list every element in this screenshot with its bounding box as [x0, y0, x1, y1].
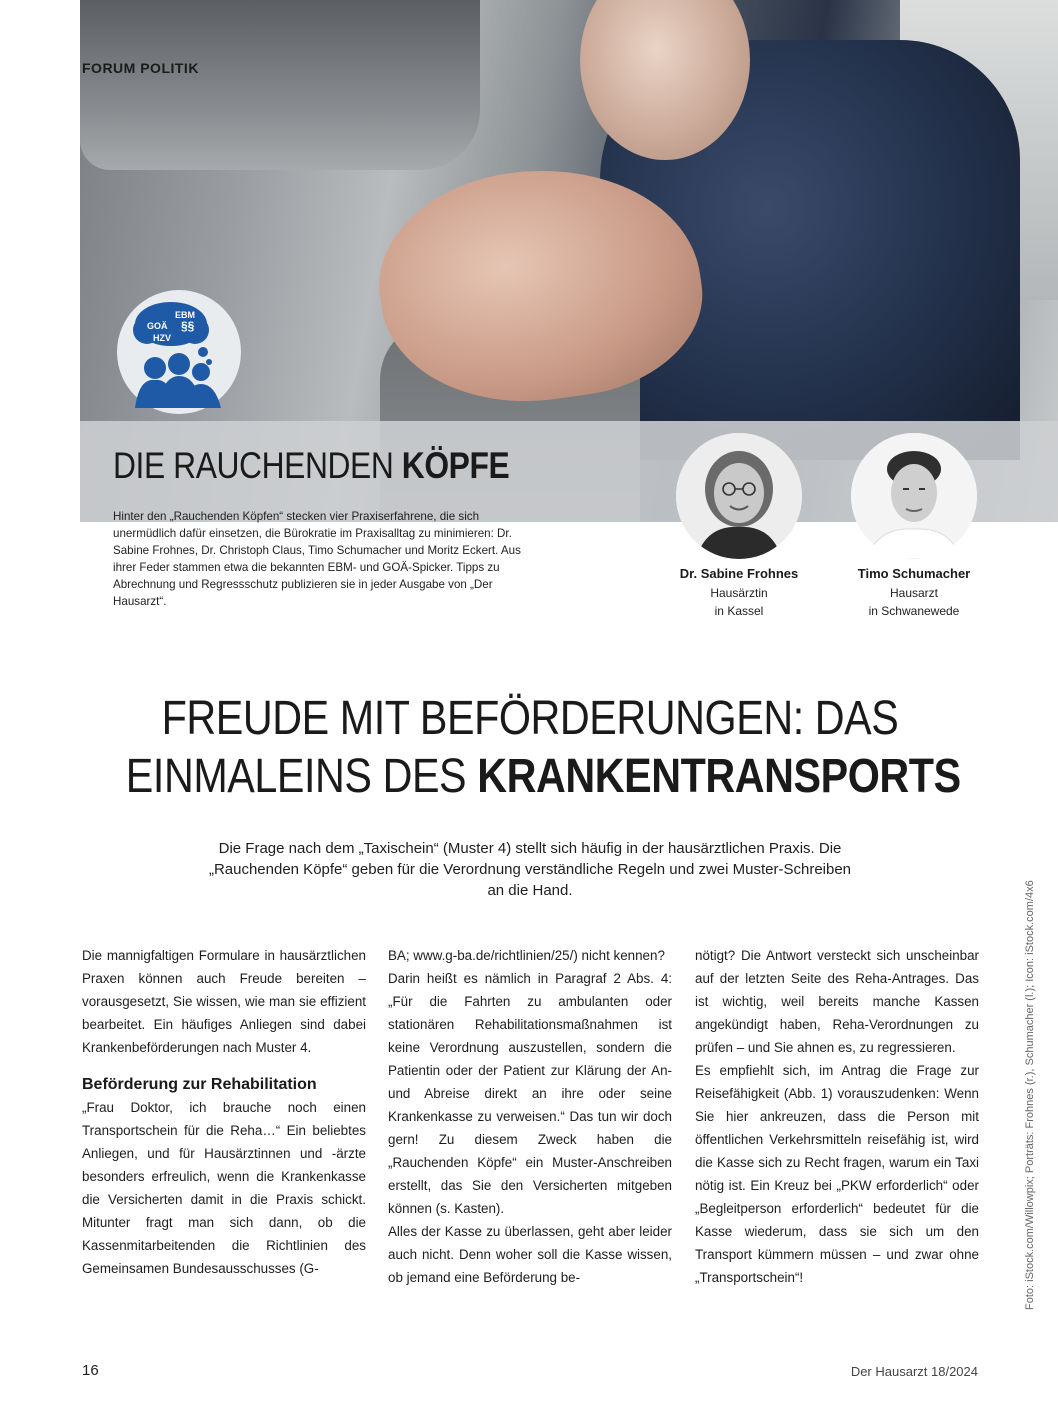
author-role: Hausarzt in Schwanewede: [868, 586, 960, 618]
photo-credit: Foto: iStock.com/Willowpix; Porträts: Frohnes (r.), Schumacher (l.); Icon: iStock.com/4x6: [1024, 880, 1036, 1310]
paragraph: nötigt? Die Antwort versteckt sich unscheinbar auf der letzten Seite des Reha-Antrages. Das ist wichtig, weil bereits manche Kassen angekündigt haben, Reha-Verordnungen zu prüfen – und Sie ahnen es, zu regressieren.: [695, 948, 979, 1055]
paragraph: Es empfiehlt sich, im Antrag die Frage zur Reisefähigkeit (Abb. 1) vorauszudenken: Wenn Sie hier ankreuzen, dass die Person mit öffentlichen Verkehrsmitteln reisefähig ist, wird die Kasse sich zu Recht fragen, warum ein Taxi nötig ist. Ein Kreuz bei „PKW erforderlich“ oder „Begleitperson erforderlich“ bedeutet für die Kasse wiederum, dass sie sich um den Transport kümmern müssen – und zwar ohne „Transportschein“!: [695, 1063, 979, 1285]
author-portrait-schumacher: [851, 433, 977, 559]
article-lede: Die Frage nach dem „Taxischein“ (Muster 4) stellt sich häufig in der hausärztlichen Praxis. Die „Rauchenden Köpfe“ geben für die Verordnung verständliche Regeln und zwei Muster-Schreiben an die Hand.: [208, 840, 852, 899]
author-portrait-frohnes: [676, 433, 802, 559]
article-headline: FREUDE MIT BEFÖRDERUNGEN: DAS EINMALEINS DES KRANKENTRANSPORTS: [125, 692, 961, 803]
author-role: Hausärztin in Kassel: [710, 586, 768, 618]
subheading: Beförderung zur Rehabilitation: [82, 1076, 317, 1093]
paragraph: Alles der Kasse zu überlassen, geht aber leider auch nicht. Denn woher soll die Kasse wissen, ob jemand eine Beförderung be-: [388, 1224, 672, 1285]
paragraph: „Frau Doktor, ich brauche noch einen Transportschein für die Reha…“ Ein beliebtes Anliegen, und für Hausärztinnen und -ärzte besonders erfreulich, wenn die Krankenkasse die Versicherten damit in die Praxis schickt. Mitunter fragt man sich dann, ob die Kassenmitarbeitenden die Richtlinien des Gemeinsamen Bundesausschusses (G-: [82, 1100, 366, 1276]
paragraph: BA; www.g-ba.de/richtlinien/25/) nicht kennen?: [388, 948, 665, 963]
section-label: FORUM POLITIK: [82, 60, 199, 76]
paragraph: Darin heißt es nämlich in Paragraf 2 Abs. 4: „Für die Fahrten zu ambulanten oder stationären Rehabilitationsmaßnahmen ist keine Verordnung auszustellen, sondern die Patientin oder der Patient zur Klärung der An- und Abreise direkt an ihre oder seine Krankenkasse zu verweisen.“ Das tun wir doch gern! Zu diesem Zweck haben die „Rauchenden Köpfe“ ein Muster-Anschreiben erstellt, das Sie den Versicherten mitgeben können (s. Kasten).: [388, 971, 672, 1216]
column-intro: Hinter den „Rauchenden Köpfen“ stecken vier Praxiserfahrene, die sich unermüdlich dafür einsetzen, die Bürokratie im Praxisalltag zu minimieren: Dr. Sabine Frohnes, Dr. Christoph Claus, Timo Schumacher und Moritz Eckert. Aus ihrer Feder stammen etwa die bekannten EBM- und GOÄ-Spicker. Tipps zu Abrechnung und Regressschutz publizieren sie in jeder Ausgabe von „Der Hausarzt“.: [113, 510, 521, 608]
body-column-1: [82, 944, 366, 1280]
badge-word: EBM: [175, 310, 195, 320]
body-column-2: [388, 944, 672, 1289]
badge-word: §§: [181, 319, 195, 333]
page-number: 16: [82, 1362, 99, 1379]
magazine-issue: Der Hausarzt 18/2024: [850, 1364, 978, 1379]
badge-word: GOÄ: [147, 321, 168, 331]
thinking-heads-icon: [117, 290, 241, 414]
author-name: Timo Schumacher: [857, 566, 971, 581]
headrest: [80, 0, 480, 170]
author-name: Dr. Sabine Frohnes: [679, 566, 799, 581]
column-title: DIE RAUCHENDEN KÖPFE: [113, 445, 510, 486]
badge-word: HZV: [153, 333, 171, 343]
paragraph: Die mannigfaltigen Formulare in hausärztlichen Praxen können auch Freude bereiten – vorausgesetzt, Sie wissen, wie man sie effizient bearbeitet. Ein häufiges Anliegen sind dabei Krankenbeförderungen nach Muster 4.: [82, 948, 366, 1055]
body-column-3: [695, 944, 979, 1289]
